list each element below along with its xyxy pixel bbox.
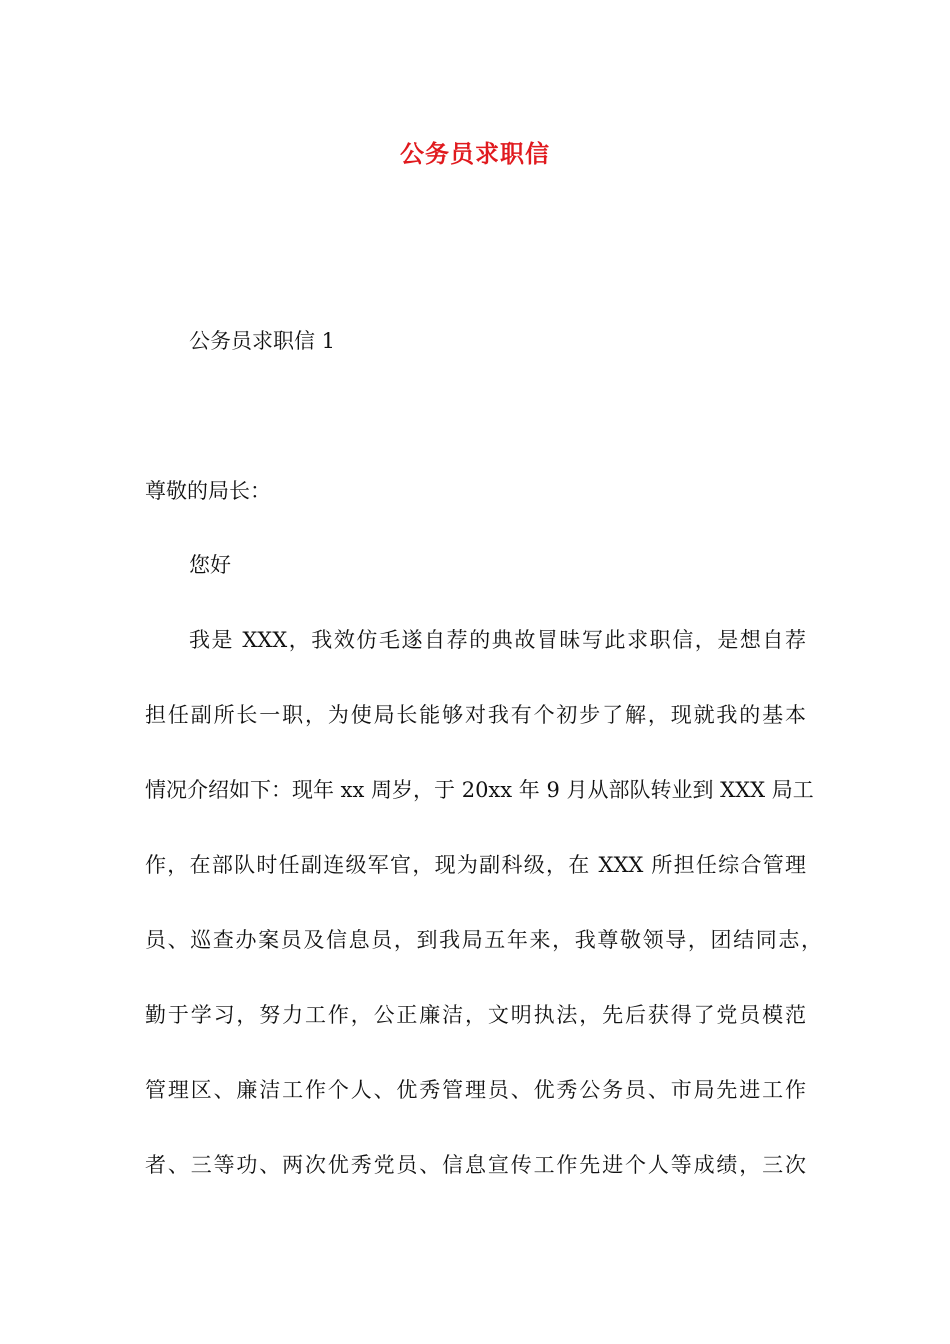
body-line: 担任副所长一职，为使局长能够对我有个初步了解，现就我的基本 bbox=[145, 703, 806, 727]
salutation: 尊敬的局长： bbox=[145, 479, 271, 503]
body-line: 勤于学习，努力工作，公正廉洁，文明执法，先后获得了党员模范 bbox=[145, 1003, 806, 1027]
body-line: 作，在部队时任副连级军官，现为副科级，在 XXX 所担任综合管理 bbox=[145, 853, 806, 877]
body-line: 我是 XXX，我效仿毛遂自荐的典故冒昧写此求职信，是想自荐 bbox=[189, 628, 806, 652]
body-line: 员、巡查办案员及信息员，到我局五年来，我尊敬领导，团结同志， bbox=[145, 928, 822, 952]
document-title: 公务员求职信 bbox=[400, 140, 550, 168]
body-line: 情况介绍如下：现年 xx 周岁，于 20xx 年 9 月从部队转业到 XXX 局工 bbox=[145, 778, 814, 802]
body-line: 者、三等功、两次优秀党员、信息宣传工作先进个人等成绩，三次 bbox=[145, 1153, 806, 1177]
body-line: 管理区、廉洁工作个人、优秀管理员、优秀公务员、市局先进工作 bbox=[145, 1078, 806, 1102]
greeting: 您好 bbox=[189, 553, 231, 577]
section-heading: 公务员求职信 1 bbox=[189, 329, 336, 353]
